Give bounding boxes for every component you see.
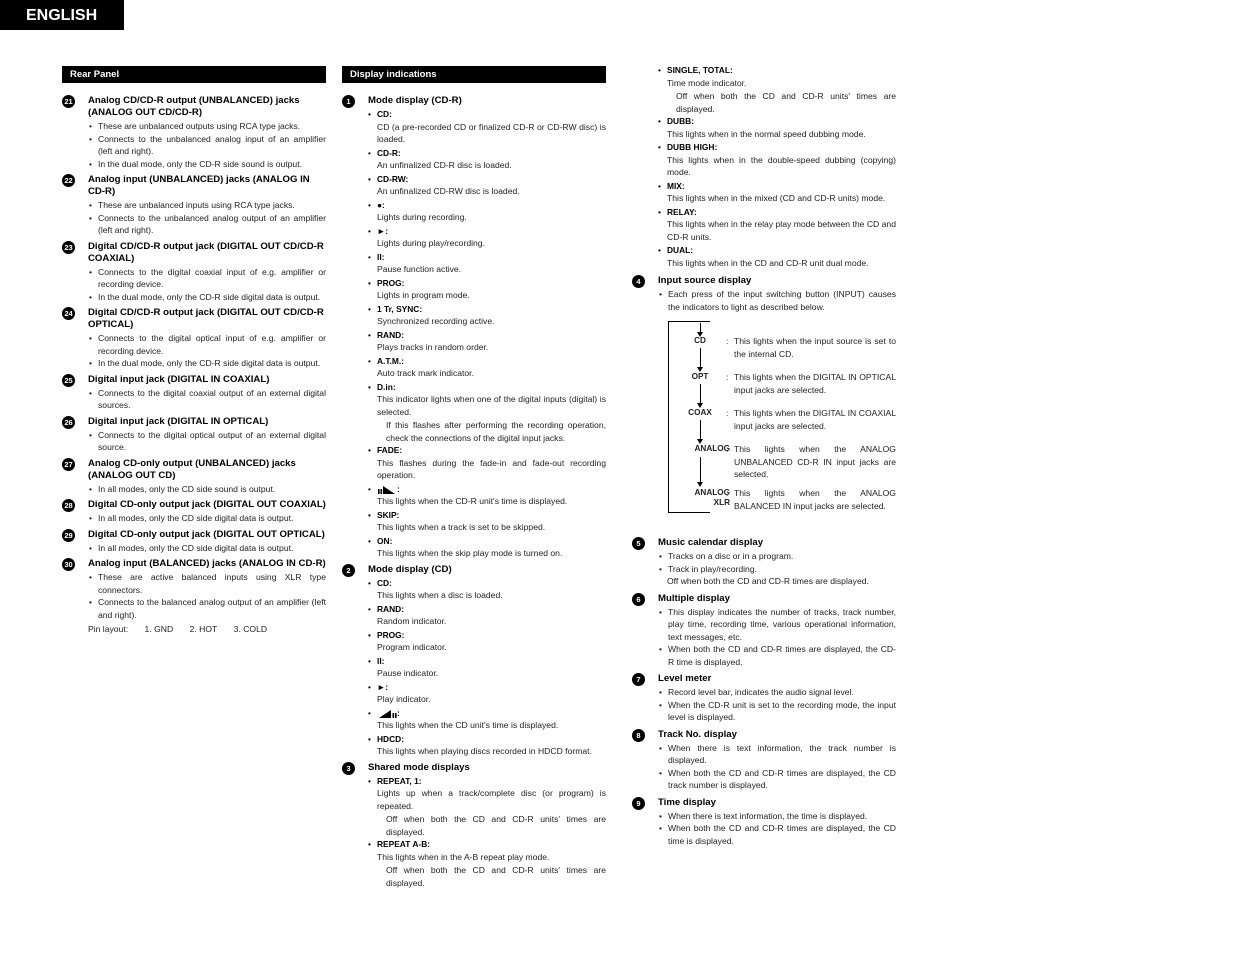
flow-source-description: : This lights when the DIGITAL IN COAXIAL input jacks are selected. <box>726 407 896 432</box>
rear-panel-heading: Rear Panel <box>62 66 326 83</box>
flow-source-description: : This lights when the ANALOG BALANCED IN input jacks are selected. <box>726 487 896 512</box>
item-title: Analog input (UNBALANCED) jacks (ANALOG IN CD-R) <box>88 174 310 197</box>
pin-2: 2. HOT <box>189 624 218 634</box>
display-item <box>632 537 896 588</box>
display-item <box>632 593 896 669</box>
indicator-term: • II: <box>368 655 606 668</box>
indicator-description: This indicator lights when one of the digital inputs (digital) is selected. <box>377 394 606 417</box>
bullet-text: • When both the CD and CD-R times are displayed, the CD track number is displayed. <box>658 767 896 792</box>
indicator-description: This lights when in the double-speed dubbing (copying) mode. <box>667 154 896 177</box>
item-number-badge: 6 <box>632 593 645 606</box>
rear-panel-item <box>62 458 326 496</box>
indicator-description: This lights when a disc is loaded. <box>377 590 503 600</box>
indicator-term-colon: : <box>397 483 400 494</box>
bullet-text: • Connects to the unbalanced analog input of an amplifier (left and right). <box>88 133 326 158</box>
display-heading: Display indications <box>342 66 606 83</box>
indicator-description: Lights up when a track/complete disc (or program) is repeated. <box>377 788 606 811</box>
item-number-badge: 3 <box>342 762 355 775</box>
bullet-text: • These are active balanced inputs using XLR type connectors. <box>88 571 326 596</box>
item-title: Analog CD-only output (UNBALANCED) jacks (ANALOG OUT CD) <box>88 457 296 481</box>
rear-panel-item <box>62 241 326 304</box>
flow-source-sublabel: XLR <box>713 498 730 507</box>
indicator-description: This lights when a track is set to be skipped. <box>377 522 546 532</box>
bullet-text: • Connects to the digital coaxial input of e.g. amplifier or recording device. <box>88 266 326 291</box>
shared-mode-displays <box>342 762 606 890</box>
indicator-term: • CD-RW: <box>368 173 606 186</box>
bullet-text: • Connects to the digital optical output of an external digital source. <box>88 429 326 454</box>
rear-panel-item <box>62 416 326 454</box>
indicator-term: • PROG: <box>368 277 606 290</box>
display-item <box>632 275 896 313</box>
indicator-term: • ►: <box>368 225 606 238</box>
item-title: Multiple display <box>658 592 730 604</box>
item-number-badge: 2 <box>342 564 355 577</box>
item-number-badge: 4 <box>632 275 645 288</box>
indicator-note: Off when both the CD and CD-R units' times are displayed. <box>676 91 896 114</box>
display-column-2 <box>632 64 896 852</box>
bullet-text: • In all modes, only the CD side digital data is output. <box>88 542 326 555</box>
item-number-badge: 26 <box>62 416 75 429</box>
indicator-description: Lights in program mode. <box>377 290 470 300</box>
indicator-description: An unfinalized CD-RW disc is loaded. <box>377 186 520 196</box>
bullet-text: • Connects to the digital coaxial output of an external digital sources. <box>88 387 326 412</box>
indicator-description: This flashes during the fade-in and fade-out recording operation. <box>377 457 606 480</box>
bullet-text: • In the dual mode, only the CD-R side digital data is output. <box>88 357 326 370</box>
mode-display-cd <box>342 564 606 758</box>
indicator-term <box>368 707 606 720</box>
flow-source-label: OPT <box>691 372 709 381</box>
flow-source-label: CD <box>694 336 706 345</box>
flow-source-description: : This lights when the ANALOG UNBALANCED CD-R IN input jacks are selected. <box>726 443 896 481</box>
indicator-term: • DUBB HIGH: <box>658 141 896 154</box>
bullet-text: • In all modes, only the CD side digital data is output. <box>88 512 326 525</box>
flow-source-label: ANALOG <box>694 444 730 453</box>
indicator-term: • CD-R: <box>368 147 606 160</box>
rear-panel-item <box>62 174 326 237</box>
flow-source-label: ANALOG <box>694 488 730 497</box>
bullet-text: • In all modes, only the CD side sound is output. <box>88 483 326 496</box>
indicator-term: • RAND: <box>368 603 606 616</box>
indicator-note: Off when both the CD and CD-R units' times are displayed. <box>386 865 606 888</box>
bullet-text: • When both the CD and CD-R times are displayed, the CD-R time is displayed. <box>658 643 896 668</box>
indicator-term: • ●: <box>368 199 606 212</box>
indicator-description: This lights when in the A-B repeat play mode. <box>377 851 550 862</box>
indicator-description: Play indicator. <box>377 694 431 704</box>
indicator-description: Pause function active. <box>377 264 462 274</box>
item-number-badge: 1 <box>342 95 355 108</box>
language-tab: ENGLISH <box>0 0 124 30</box>
item-title: Track No. display <box>658 728 737 740</box>
shared-mode-displays-continued <box>632 64 896 269</box>
indicator-term: • DUBB: <box>658 115 896 128</box>
item-title: Analog input (BALANCED) jacks (ANALOG IN CD-R) <box>88 558 326 569</box>
indicator-term: • ►: <box>368 681 606 694</box>
item-number-badge: 9 <box>632 797 645 810</box>
item-number-badge: 23 <box>62 241 75 254</box>
indicator-term: • CD: <box>368 108 606 121</box>
indicator-term: • II: <box>368 251 606 264</box>
pin-3: 3. COLD <box>233 624 268 634</box>
input-source-display <box>632 275 896 521</box>
item-number-badge: 5 <box>632 537 645 550</box>
bullet-text: • In the dual mode, only the CD-R side sound is output. <box>88 158 326 171</box>
indicator-term: • 1 Tr, SYNC: <box>368 303 606 316</box>
flow-source-description: : This lights when the input source is set to the internal CD. <box>726 335 896 360</box>
indicator-description: Program indicator. <box>377 642 447 652</box>
indicator-term <box>368 483 606 496</box>
rear-panel-items <box>62 95 326 621</box>
item-title: Digital CD-only output jack (DIGITAL OUT COAXIAL) <box>88 499 326 510</box>
indicator-term: • ON: <box>368 535 606 548</box>
item-title: Digital input jack (DIGITAL IN COAXIAL) <box>88 373 270 385</box>
indicator-term: • PROG: <box>368 629 606 642</box>
item-title: Time display <box>658 796 716 808</box>
flow-arrow-down-icon <box>700 348 701 368</box>
indicator-description: CD (a pre-recorded CD or finalized CD-R or CD-RW disc) is loaded. <box>377 121 606 144</box>
indicator-description: Synchronized recording active. <box>377 316 495 326</box>
rear-panel-item <box>62 374 326 412</box>
bullet-text: • This display indicates the number of tracks, track number, play time, recording time, various operational information, text messages, etc. <box>658 606 896 644</box>
display-item <box>632 729 896 792</box>
input-source-flow-diagram <box>640 321 896 521</box>
mode-display-cdr <box>342 95 606 560</box>
indicator-description: Time mode indicator. <box>667 77 747 88</box>
bullet-text: • Tracks on a disc or in a program. <box>658 550 896 563</box>
flow-source-label: COAX <box>688 408 712 417</box>
rear-panel-column <box>62 66 326 640</box>
rear-panel-item <box>62 499 326 525</box>
indicator-description: An unfinalized CD-R disc is loaded. <box>377 160 512 170</box>
item-title: Mode display (CD) <box>368 563 452 575</box>
flow-arrow-down-icon <box>700 420 701 440</box>
bullet-text: • When there is text information, the time is displayed. <box>658 810 896 823</box>
item-number-badge: 7 <box>632 673 645 686</box>
indicator-term: • REPEAT A-B: <box>368 838 606 851</box>
bullet-text: • When the CD-R unit is set to the recording mode, the input level is displayed. <box>658 699 896 724</box>
cdr-time-wedge-icon <box>377 485 397 494</box>
item-number-badge: 22 <box>62 174 75 187</box>
item-title: Digital CD/CD-R output jack (DIGITAL OUT CD/CD-R OPTICAL) <box>88 307 324 330</box>
indicator-description: This lights when in the mixed (CD and CD-R units) mode. <box>667 193 886 203</box>
rear-panel-item <box>62 307 326 370</box>
item-title: Music calendar display <box>658 537 764 548</box>
pin-1: 1. GND <box>144 624 174 634</box>
indicator-term: • SINGLE, TOTAL: <box>658 64 896 77</box>
item-number-badge: 29 <box>62 529 75 542</box>
indicator-term: • REPEAT, 1: <box>368 775 606 788</box>
indicator-description: This lights when in the relay play mode between the CD and CD-R units. <box>667 219 896 242</box>
item-number-badge: 25 <box>62 374 75 387</box>
item-title: Digital input jack (DIGITAL IN OPTICAL) <box>88 415 269 427</box>
item-number-badge: 27 <box>62 458 75 471</box>
indicator-term: • CD: <box>368 577 606 590</box>
indicator-term: • A.T.M.: <box>368 355 606 368</box>
bullet-text: • Each press of the input switching button (INPUT) causes the indicators to light as described below. <box>658 288 896 313</box>
indicator-term: • FADE: <box>368 444 606 457</box>
display-item <box>342 564 606 758</box>
bullet-text: • Connects to the digital optical input of e.g. amplifier or recording device. <box>88 332 326 357</box>
bullet-text: • Record level bar, indicates the audio signal level. <box>658 686 896 699</box>
indicator-note: Off when both the CD and CD-R units' times are displayed. <box>386 814 606 837</box>
indicator-description: This lights when the CD unit's time is displayed. <box>377 720 559 730</box>
indicator-term: • HDCD: <box>368 733 606 746</box>
item-number-badge: 28 <box>62 499 75 512</box>
indicator-term-colon: : <box>397 707 400 718</box>
display-item <box>342 762 606 890</box>
item-number-badge: 21 <box>62 95 75 108</box>
item-title: Digital CD-only output jack (DIGITAL OUT OPTICAL) <box>88 528 325 540</box>
item-title: Shared mode displays <box>368 761 470 773</box>
display-item <box>632 673 896 724</box>
indicator-description: This lights when in the CD and CD-R unit dual mode. <box>667 257 869 268</box>
indicator-note: If this flashes after performing the recording operation, check the connections of the digital input jacks. <box>386 420 606 443</box>
item-note: Off when both the CD and CD-R times are displayed. <box>667 576 869 586</box>
indicator-term: • D.in: <box>368 381 606 394</box>
indicator-description: Plays tracks in random order. <box>377 342 489 352</box>
display-item <box>342 95 606 560</box>
indicator-term: • RELAY: <box>658 206 896 219</box>
indicator-description: Random indicator. <box>377 616 447 626</box>
indicator-description: Pause indicator. <box>377 668 439 678</box>
indicator-term: • MIX: <box>658 180 896 193</box>
item-number-badge: 30 <box>62 558 75 571</box>
indicator-description: This lights when playing discs recorded in HDCD format. <box>377 746 592 756</box>
pin-layout <box>62 623 326 636</box>
bullet-text: • In the dual mode, only the CD-R side digital data is output. <box>88 291 326 304</box>
item-title: Mode display (CD-R) <box>368 95 462 106</box>
bullet-text: • These are unbalanced outputs using RCA type jacks. <box>88 120 326 133</box>
bullet-text: • Track in play/recording. <box>658 563 896 576</box>
indicator-description: Lights during play/recording. <box>377 238 485 248</box>
indicator-term: • SKIP: <box>368 509 606 522</box>
indicator-description: This lights when the skip play mode is turned on. <box>377 548 563 558</box>
bullet-text: • When there is text information, the track number is displayed. <box>658 742 896 767</box>
bullet-text: • Connects to the balanced analog output of an amplifier (left and right). <box>88 596 326 621</box>
display-column-1 <box>342 66 606 893</box>
item-number-badge: 24 <box>62 307 75 320</box>
indicator-description: Lights during recording. <box>377 212 467 222</box>
flow-arrow-down-icon <box>700 457 701 483</box>
indicator-term: • DUAL: <box>658 244 896 257</box>
display-item <box>632 797 896 848</box>
flow-source-description: : This lights when the DIGITAL IN OPTICAL input jacks are selected. <box>726 371 896 396</box>
item-title: Input source display <box>658 275 752 286</box>
item-number-badge: 8 <box>632 729 645 742</box>
indicator-description: Auto track mark indicator. <box>377 368 474 378</box>
flow-arrow-down-icon <box>700 323 701 333</box>
display-items-rest <box>632 537 896 847</box>
bullet-text: • Connects to the unbalanced analog output of an amplifier (left and right). <box>88 212 326 237</box>
cd-time-wedge-icon <box>377 709 397 718</box>
indicator-description: This lights when in the normal speed dubbing mode. <box>667 128 866 139</box>
rear-panel-item <box>62 558 326 621</box>
pin-layout-label: Pin layout: <box>88 624 129 634</box>
item-title: Level meter <box>658 673 712 684</box>
indicator-term: • RAND: <box>368 329 606 342</box>
indicator-description: This lights when the CD-R unit's time is displayed. <box>377 496 568 506</box>
display-item <box>632 64 896 269</box>
rear-panel-item <box>62 529 326 555</box>
flow-arrow-down-icon <box>700 384 701 404</box>
bullet-text: • These are unbalanced inputs using RCA type jacks. <box>88 199 326 212</box>
rear-panel-item <box>62 95 326 170</box>
bullet-text: • When both the CD and CD-R times are displayed, the CD time is displayed. <box>658 822 896 847</box>
item-title: Analog CD/CD-R output (UNBALANCED) jacks (ANALOG OUT CD/CD-R) <box>88 95 300 118</box>
item-title: Digital CD/CD-R output jack (DIGITAL OUT CD/CD-R COAXIAL) <box>88 240 324 264</box>
